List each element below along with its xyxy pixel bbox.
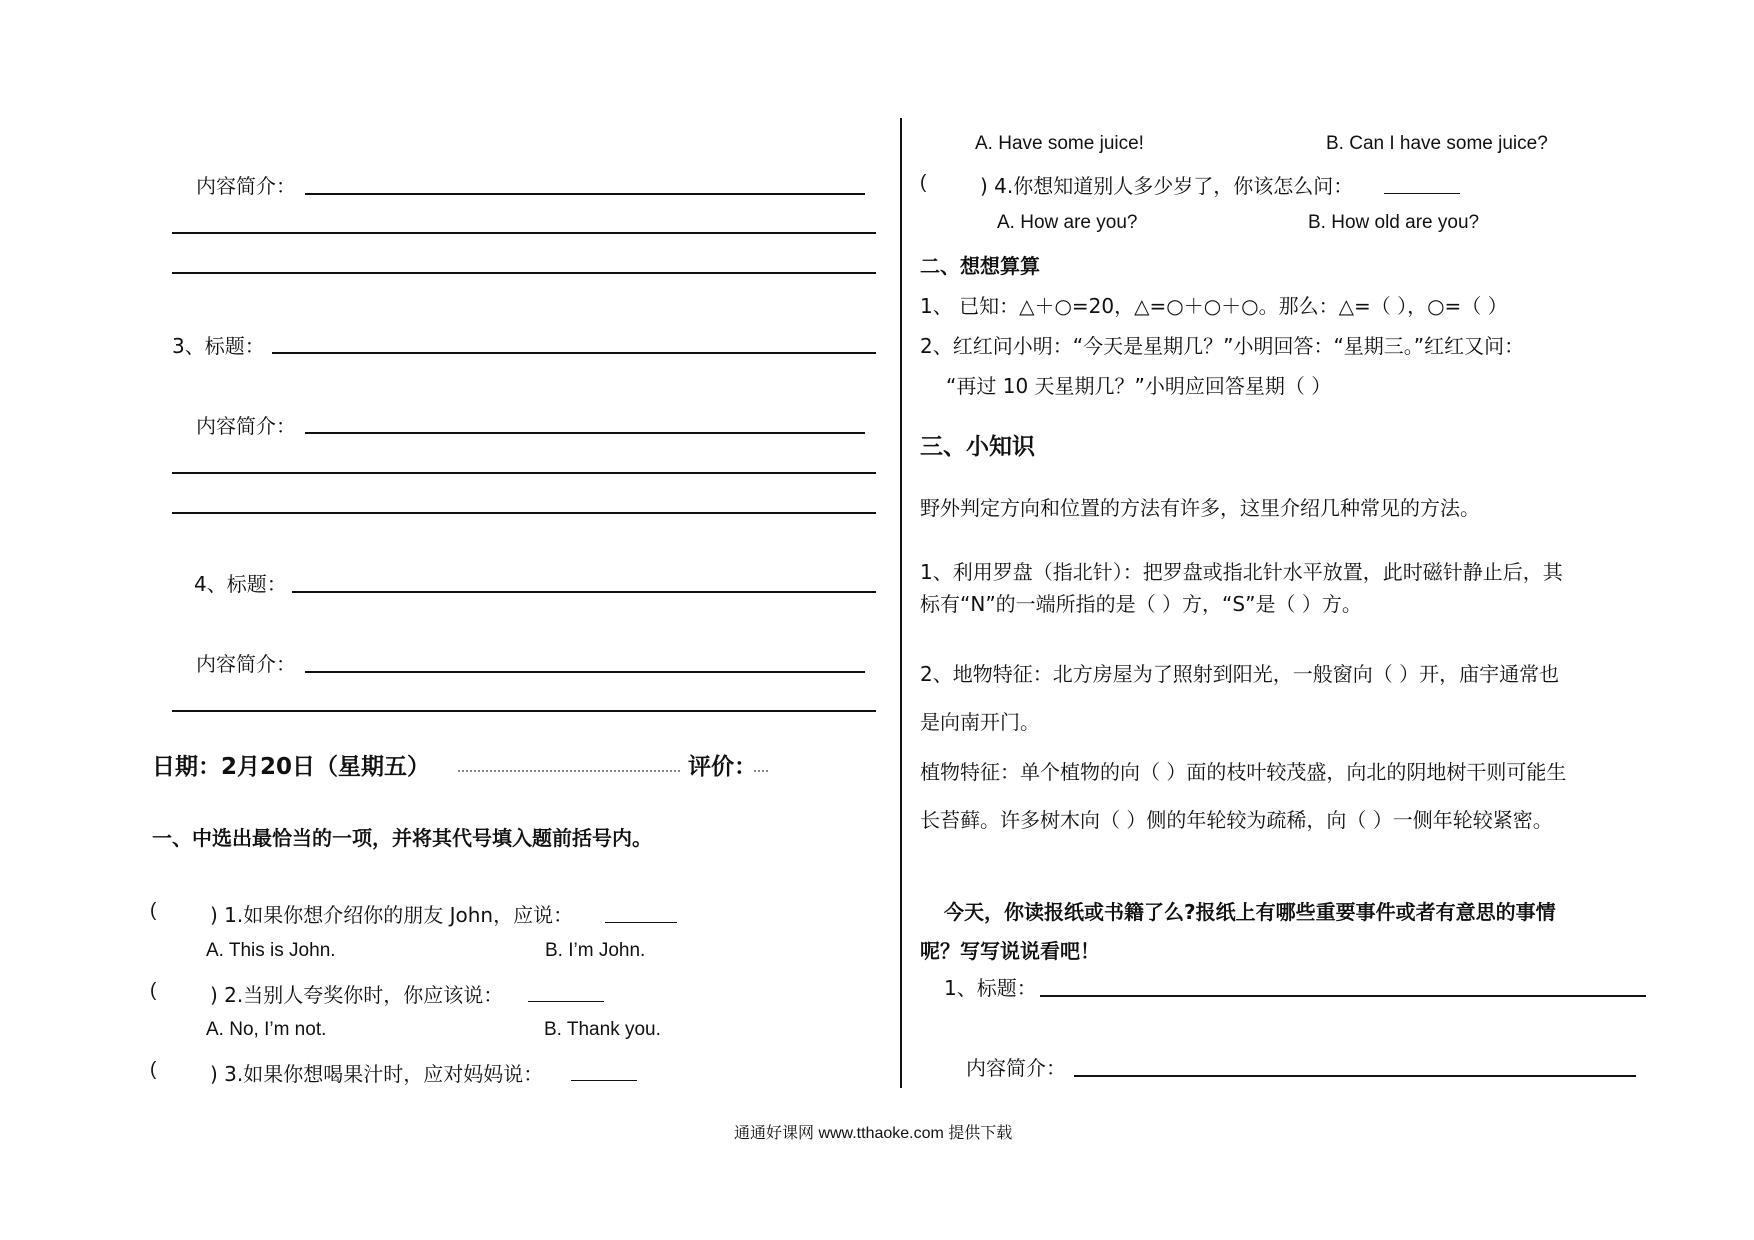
- question-1: ) 1.如果你想介绍你的朋友 John，应说：: [210, 903, 574, 927]
- question-4: ) 4.你想知道别人多少岁了，你该怎么问：: [980, 174, 1354, 198]
- content-input-line[interactable]: [172, 512, 876, 514]
- option-a: A. How are you?: [997, 212, 1138, 233]
- content-label-1: 内容简介：: [196, 174, 296, 198]
- dotted-leader: [458, 770, 680, 772]
- dotted-leader: [754, 770, 768, 772]
- content-input-line[interactable]: [305, 671, 865, 673]
- title1-label: 1、标题：: [944, 976, 1037, 1000]
- footer-credit: 通通好课网 www.tthaoke.com 提供下载: [734, 1125, 1013, 1142]
- s3-intro: 野外判定方向和位置的方法有许多，这里介绍几种常见的方法。: [920, 496, 1480, 520]
- s2-question-1: 1、 已知：△＋○=20，△=○＋○＋○。那么：△=（ ），○=（ ）: [920, 294, 1508, 318]
- section1-title: 一、中选出最恰当的一项，并将其代号填入题前括号内。: [152, 826, 652, 850]
- s3-p2-line2: 是向南开门。: [920, 710, 1040, 734]
- content-input-line[interactable]: [172, 272, 876, 274]
- title1-input-line[interactable]: [1040, 995, 1646, 997]
- option-a: A. Have some juice!: [975, 133, 1144, 154]
- content-input-line[interactable]: [172, 710, 876, 712]
- s3-p2-line1: 2、地物特征：北方房屋为了照射到阳光，一般窗向（ ）开，庙宇通常也: [920, 662, 1560, 686]
- section2-title: 二、想想算算: [920, 254, 1040, 278]
- s3-p1-line2: 标有“N”的一端所指的是（ ）方，“S”是（ ）方。: [920, 592, 1362, 616]
- option-b: B. I’m John.: [545, 940, 646, 961]
- answer-paren[interactable]: (: [150, 900, 157, 921]
- news-prompt-line2: 呢？写写说说看吧！: [920, 939, 1100, 963]
- title4-input-line[interactable]: [292, 591, 876, 593]
- content-input-line[interactable]: [1074, 1075, 1636, 1077]
- s2-question-2-line1: 2、红红问小明：“今天是星期几？”小明回答：“星期三。”红红又问：: [920, 334, 1525, 358]
- s2-question-2-line2: “再过 10 天星期几？”小明应回答星期（ ）: [946, 374, 1332, 398]
- option-b: B. Can I have some juice?: [1326, 133, 1548, 154]
- option-b: B. How old are you?: [1308, 212, 1480, 233]
- answer-paren[interactable]: (: [150, 1059, 157, 1080]
- content-input-line[interactable]: [172, 472, 876, 474]
- question-2: ) 2.当别人夸奖你时，你应该说：: [210, 983, 504, 1007]
- content-input-line[interactable]: [305, 193, 865, 195]
- column-divider: [900, 118, 902, 1088]
- content-label: 内容简介：: [966, 1056, 1066, 1080]
- answer-blank[interactable]: [571, 1080, 637, 1081]
- answer-blank[interactable]: [528, 1001, 604, 1002]
- content-label-3: 内容简介：: [196, 414, 296, 438]
- answer-paren[interactable]: (: [920, 172, 927, 193]
- question-3: ) 3.如果你想喝果汁时，应对妈妈说：: [210, 1062, 544, 1086]
- option-b: B. Thank you.: [544, 1019, 661, 1040]
- option-a: A. No, I’m not.: [206, 1019, 327, 1040]
- s3-p3-line1: 植物特征：单个植物的向（ ）面的枝叶较茂盛，向北的阴地树干则可能生: [920, 760, 1567, 784]
- eval-label: 评价：: [688, 754, 757, 780]
- date-line: 日期：2月20日（星期五）: [152, 754, 431, 780]
- section3-title: 三、小知识: [920, 434, 1035, 460]
- option-a: A. This is John.: [206, 940, 336, 961]
- content-label-4: 内容简介：: [196, 652, 296, 676]
- content-input-line[interactable]: [172, 232, 876, 234]
- content-input-line[interactable]: [305, 432, 865, 434]
- title4-label: 4、标题：: [194, 572, 287, 596]
- title3-label: 3、标题：: [172, 334, 265, 358]
- title3-input-line[interactable]: [272, 352, 876, 354]
- answer-blank[interactable]: [605, 922, 677, 923]
- answer-paren[interactable]: (: [150, 980, 157, 1001]
- s3-p1-line1: 1、利用罗盘（指北针）：把罗盘或指北针水平放置，此时磁针静止后，其: [920, 560, 1563, 584]
- s3-p3-line2: 长苔藓。许多树木向（ ）侧的年轮较为疏稀，向（ ）一侧年轮较紧密。: [920, 808, 1553, 832]
- news-prompt-line1: 今天，你读报纸或书籍了么?报纸上有哪些重要事件或者有意思的事情: [944, 900, 1556, 924]
- answer-blank[interactable]: [1384, 193, 1460, 194]
